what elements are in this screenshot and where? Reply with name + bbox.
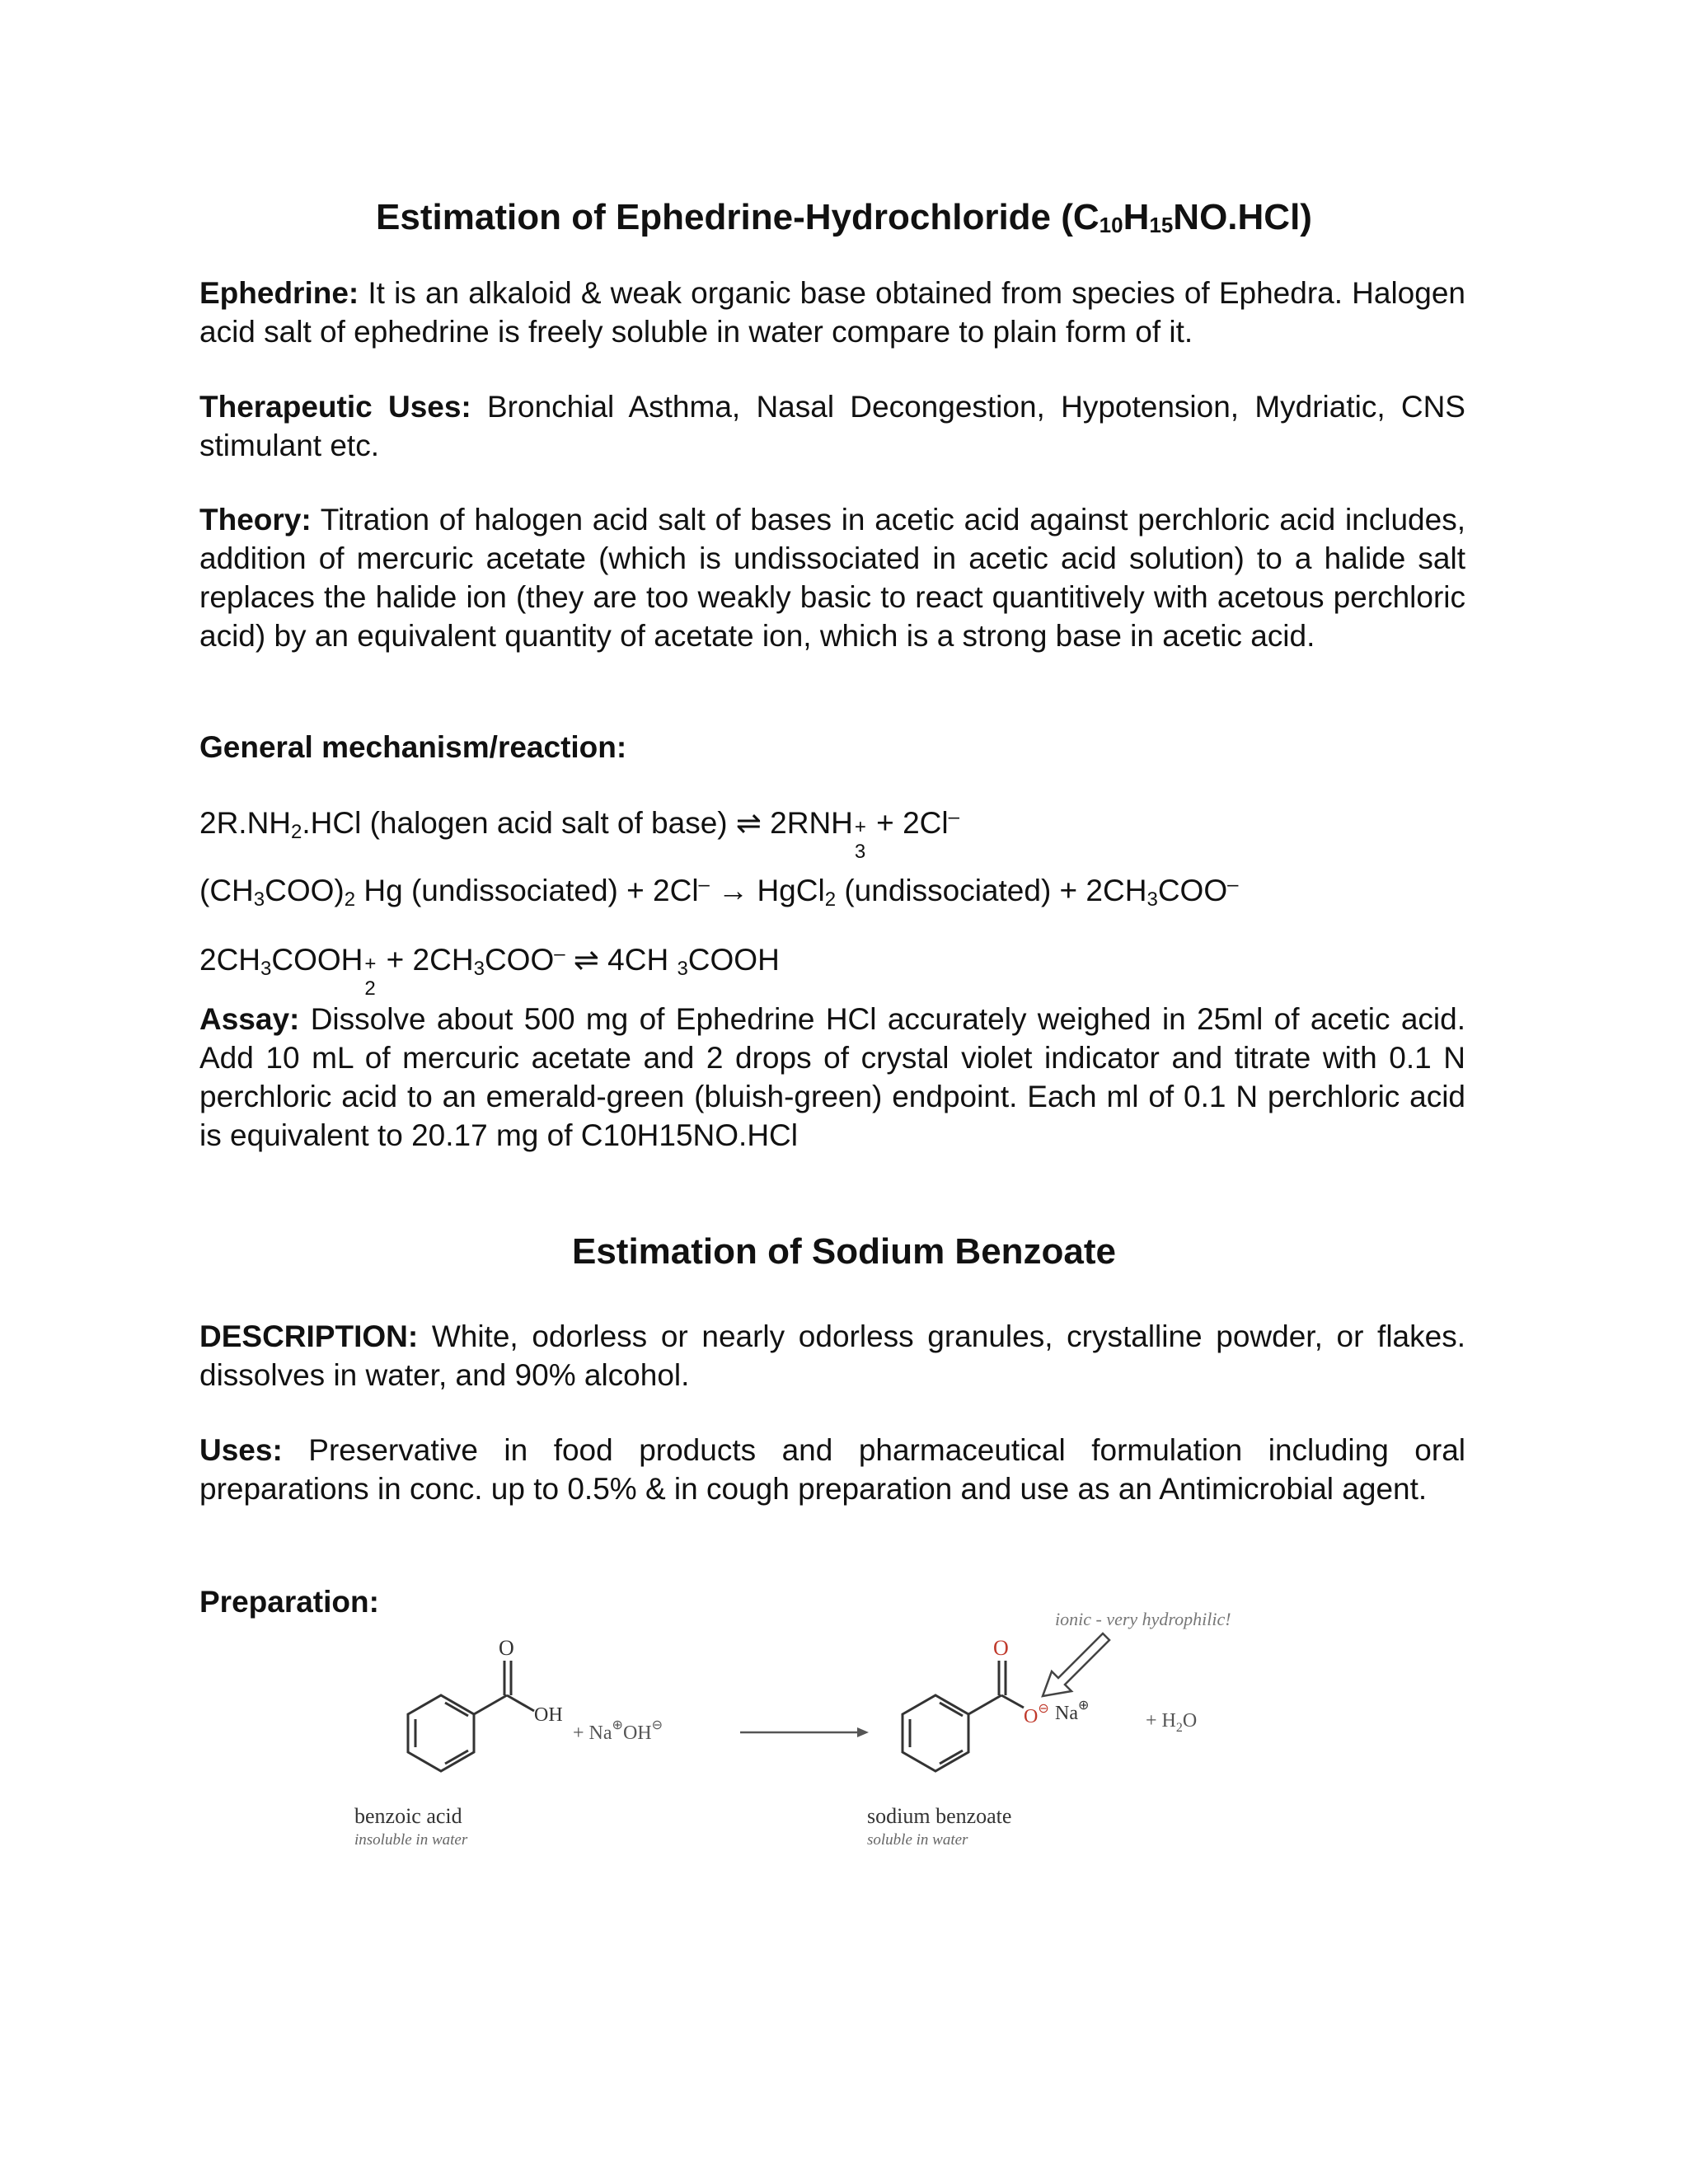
- sodium-benzoate-label: sodium benzoate: [867, 1804, 1012, 1828]
- uses-paragraph: Uses: Preservative in food products and pharmaceutical formulation including oral preparations in conc. up to 0.5% & in cough preparation and use as an Antimicrobial agent.: [199, 1433, 1465, 1506]
- benzoic-acid-label: benzoic acid: [354, 1804, 462, 1828]
- sodium-benzoate-anion-label: O⊖: [1024, 1702, 1049, 1727]
- naoh-reagent-label: + Na⊕OH⊖: [573, 1718, 663, 1744]
- hydrophilic-pointer-arrow: [1043, 1633, 1109, 1696]
- sodium-cation-label: Na⊕: [1055, 1699, 1090, 1724]
- section-title-ephedrine: Estimation of Ephedrine-Hydrochloride $(C_{10}H_{15}NO.HCl)$: [376, 197, 1312, 237]
- description-paragraph: DESCRIPTION: White, odorless or nearly odorless granules, crystalline powder, or flakes. dissolves in water, and 90% alcohol.: [199, 1319, 1465, 1392]
- reaction-equation-1: $2R.NH_2.HCl$ (halogen acid salt of base) ⇌ 2RNH + 3 + 2Cl–: [199, 806, 959, 863]
- benzoic-acid-structure: [408, 1661, 534, 1771]
- reaction-equation-2: $(CH_3COO)_2$ Hg (undissociated) + 2Cl– → HgCl$_2$ (undissociated) + $2CH_3COO^-$: [199, 874, 1239, 911]
- section-title-sodium-benzoate: Estimation of Sodium Benzoate: [571, 1231, 1117, 1272]
- sodium-benzoate-solubility: soluble in water: [867, 1831, 968, 1849]
- assay-paragraph: Assay: Dissolve about 500 mg of Ephedrine HCl accurately weighed in 25ml of acetic acid. Add 10 mL of mercuric acetate and 2 drops of crystal violet indicator and titrate with 0.1 N perchloric acid to an emerald-green (bluish-green) endpoint. Each ml of 0.1 N perchloric acid is equivalent to 20.17 mg of C10H15NO.HCl: [199, 1002, 1465, 1152]
- benzoic-acid-oxygen-label: O: [499, 1636, 514, 1660]
- ionic-hydrophilic-note: ionic - very hydrophilic!: [1055, 1609, 1231, 1629]
- mechanism-heading: General mechanism/reaction:: [199, 730, 627, 764]
- benzoic-acid-oh-label: OH: [534, 1704, 563, 1726]
- reaction-equation-3: $2CH_3COOH$ + 2 + $2CH_3COO^-$ ⇌ 4CH $_3$COOH: [199, 943, 780, 1000]
- sodium-benzoate-oxygen-label: O: [993, 1636, 1009, 1660]
- preparation-heading: Preparation:: [199, 1585, 379, 1619]
- theory-paragraph: Theory: Titration of halogen acid salt of bases in acetic acid against perchloric acid includes, addition of mercuric acetate (which is undissociated in acetic acid solution) to a halide salt replaces the halide ion (they are too weakly basic to react quantitively with acetous perchloric acid) by an equivalent quantity of acetate ion, which is a strong base in acetic acid.: [199, 503, 1465, 653]
- water-product-label: + $H_2O$: [1146, 1710, 1198, 1735]
- ephedrine-paragraph: Ephedrine: It is an alkaloid & weak organic base obtained from species of Ephedra. Halogen acid salt of ephedrine is freely soluble in water compare to plain form of it.: [199, 276, 1465, 349]
- sodium-benzoate-reaction-scheme: [330, 1591, 1401, 1871]
- reaction-arrow: [740, 1727, 869, 1737]
- therapeutic-uses-paragraph: Therapeutic Uses: Bronchial Asthma, Nasal Decongestion, Hypotension, Mydriatic, CNS stimulant etc.: [199, 390, 1465, 462]
- sodium-benzoate-structure: [903, 1661, 1024, 1771]
- benzoic-acid-solubility: insoluble in water: [354, 1831, 468, 1849]
